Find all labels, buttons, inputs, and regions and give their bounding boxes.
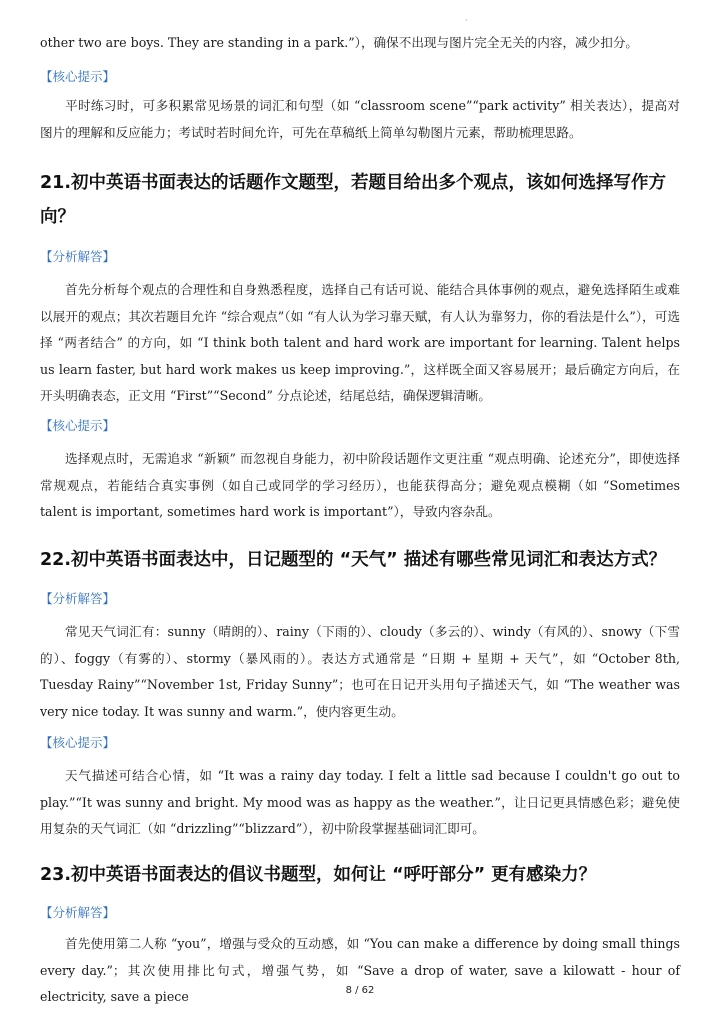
- top-mark: ·: [465, 16, 468, 25]
- analysis-label: 【分析解答】: [40, 591, 116, 606]
- analysis-paragraph: 常见天气词汇有：sunny（晴朗的）、rainy（下雨的）、cloudy（多云的）、windy（有风的）、snowy（下雪的）、foggy（有雾的）、stormy（暴风雨的）。表达方式通常是 “日期 + 星期 + 天气”，如 “October 8th, Tuesday Rainy”“November 1st, Friday Sunny”；也可在日记开头用句子描述天气，如 “The weather was very nice today. It was sunny and warm.”，使内容更生动。: [40, 624, 680, 719]
- question-22-title: 22.初中英语书面表达中，日记题型的 “天气” 描述有哪些常见词汇和表达方式？: [40, 550, 667, 570]
- question-21: [40, 166, 680, 234]
- core-tip-paragraph: 平时练习时，可多积累常见场景的词汇和句型（如 “classroom scene”“park activity” 相关表达），提高对图片的理解和反应能力；考试时若时间允许，可先在草稿纸上简单勾勒图片元素，帮助梳理思路。: [40, 98, 680, 140]
- intro-block: [40, 30, 680, 57]
- analysis-label: 【分析解答】: [40, 249, 116, 264]
- document-page: [40, 0, 680, 1018]
- question-21-tip: [40, 416, 680, 526]
- core-tip-paragraph: 选择观点时，无需追求 “新颖” 而忽视自身能力，初中阶段话题作文更注重 “观点明确、论述充分”，即使选择常规观点，若能结合真实事例（如自己或同学的学习经历），也能获得高分；避免观点模糊（如 “Sometimes talent is important, sometimes hard work is important”），导致内容杂乱。: [40, 451, 680, 519]
- question-22-tip: [40, 733, 680, 843]
- question-22-analysis: [40, 589, 680, 725]
- core-tip-label: 【核心提示】: [40, 69, 116, 84]
- core-tip-label: 【核心提示】: [40, 735, 116, 750]
- core-tip-paragraph: 天气描述可结合心情，如 “It was a rainy day today. I felt a little sad because I couldn't go out to play.”“It was sunny and bright. My mood was as happy as the weather.”，让日记更具情感色彩；避免使用复杂的天气词汇（如 “drizzling”“blizzard”），初中阶段掌握基础词汇即可。: [40, 768, 680, 836]
- intro-tip-block: [40, 67, 680, 146]
- question-21-title: 21.初中英语书面表达的话题作文题型，若题目给出多个观点，该如何选择写作方向？: [40, 173, 666, 227]
- page-number: 8 / 62: [345, 985, 375, 996]
- analysis-label: 【分析解答】: [40, 905, 116, 920]
- question-23-title: 23.初中英语书面表达的倡议书题型，如何让 “呼吁部分” 更有感染力？: [40, 865, 597, 885]
- question-22: [40, 543, 680, 577]
- analysis-paragraph: 首先使用第二人称 “you”，增强与受众的互动感，如 “You can make a difference by doing small things every day.”；其次使用排比句式，增强气势，如 “Save a drop of water, save a kilowatt - hour of electricity, save a piece: [40, 936, 680, 1004]
- core-tip-label: 【核心提示】: [40, 418, 116, 433]
- question-23: [40, 858, 680, 892]
- intro-paragraph: other two are boys. They are standing in a park.”），确保不出现与图片完全无关的内容，减少扣分。: [40, 35, 639, 50]
- analysis-paragraph: 首先分析每个观点的合理性和自身熟悉程度，选择自己有话可说、能结合具体事例的观点，避免选择陌生或难以展开的观点；其次若题目允许 “综合观点”（如 “有人认为学习靠天赋，有人认为靠努力，你的看法是什么”），可选择 “两者结合” 的方向，如 “I think both talent and hard work are important for learning. Talent helps us learn faster, but hard work makes us keep improving.”，这样既全面又容易展开；最后确定方向后，在开头明确表态，正文用 “First”“Second” 分点论述，结尾总结，确保逻辑清晰。: [40, 282, 680, 403]
- question-21-analysis: [40, 247, 680, 410]
